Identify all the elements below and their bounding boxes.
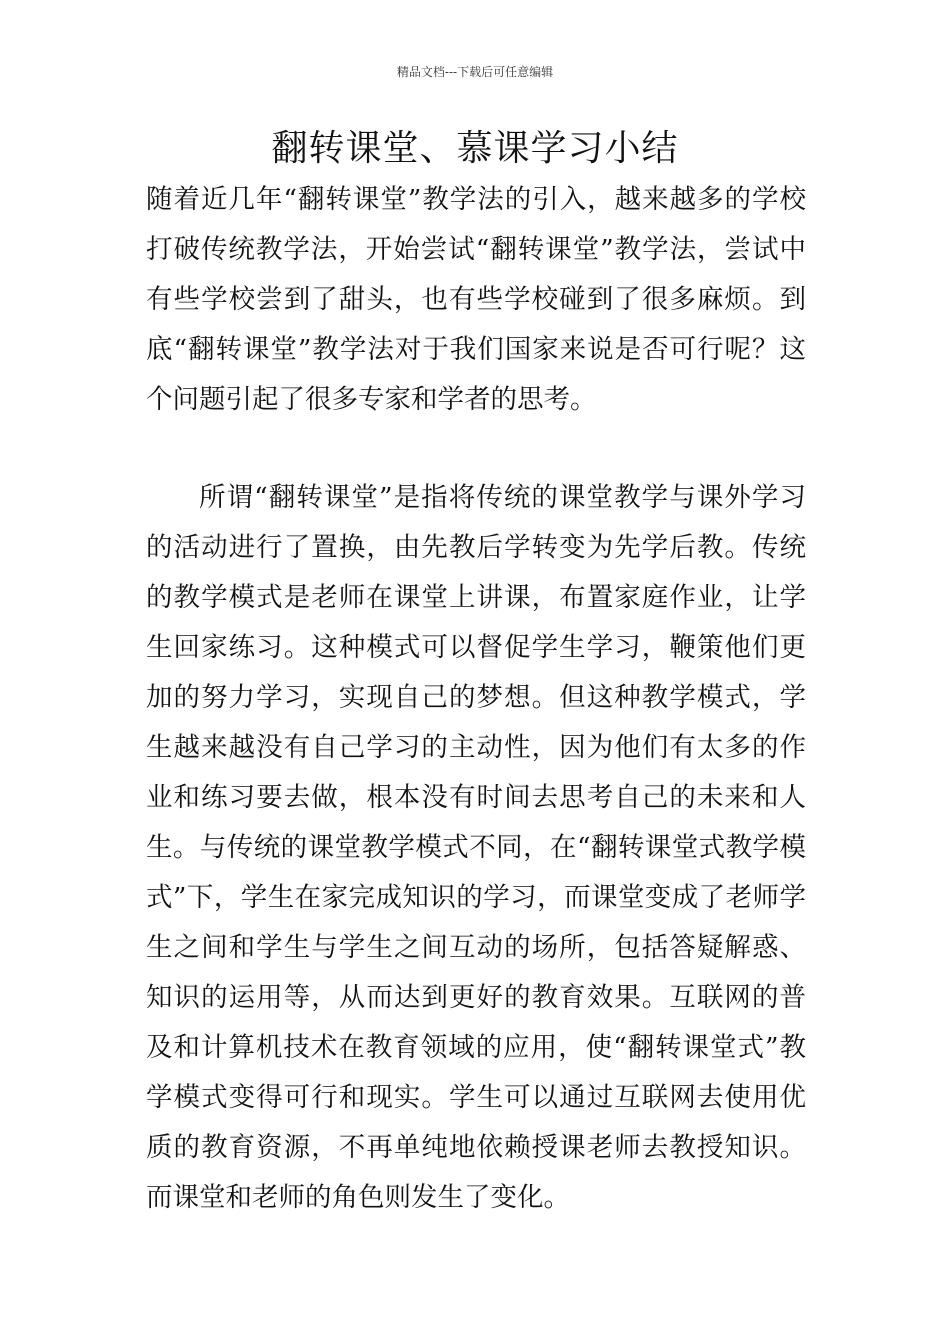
document-title: 翻转课堂、慕课学习小结: [271, 128, 679, 169]
paragraph-definition: 所谓“翻转课堂”是指将传统的课堂教学与课外学习的活动进行了置换，由先教后学转变为先学后教。传统的教学模式是老师在课堂上讲课，布置家庭作业，让学生回家练习。这种模式可以督促学生学习，鞭策他们更加的努力学习，实现自己的梦想。但这种教学模式，学生越来越没有自己学习的主动性，因为他们有太多的作业和练习要去做，根本没有时间去思考自己的未来和人生。与传统的课堂教学模式不同，在“翻转课堂式教学模式”下，学生在家完成知识的学习，而课堂变成了老师学生之间和学生与学生之间互动的场所，包括答疑解惑、知识的运用等，从而达到更好的教育效果。互联网的普及和计算机技术在教育领域的应用，使“翻转课堂式”教学模式变得可行和现实。学生可以通过互联网去使用优质的教育资源，不再单纯地依赖授课老师去教授知识。而课堂和老师的角色则发生了变化。: [146, 482, 806, 1213]
header-note: 精品文档---下载后可任意编辑: [396, 65, 554, 79]
paragraph-intro: 随着近几年“翻转课堂”教学法的引入，越来越多的学校打破传统教学法，开始尝试“翻转课堂”教学法，尝试中有些学校尝到了甜头，也有些学校碰到了很多麻烦。到底“翻转课堂”教学法对于我们国家来说是否可行呢？这个问题引起了很多专家和学者的思考。: [146, 184, 806, 415]
